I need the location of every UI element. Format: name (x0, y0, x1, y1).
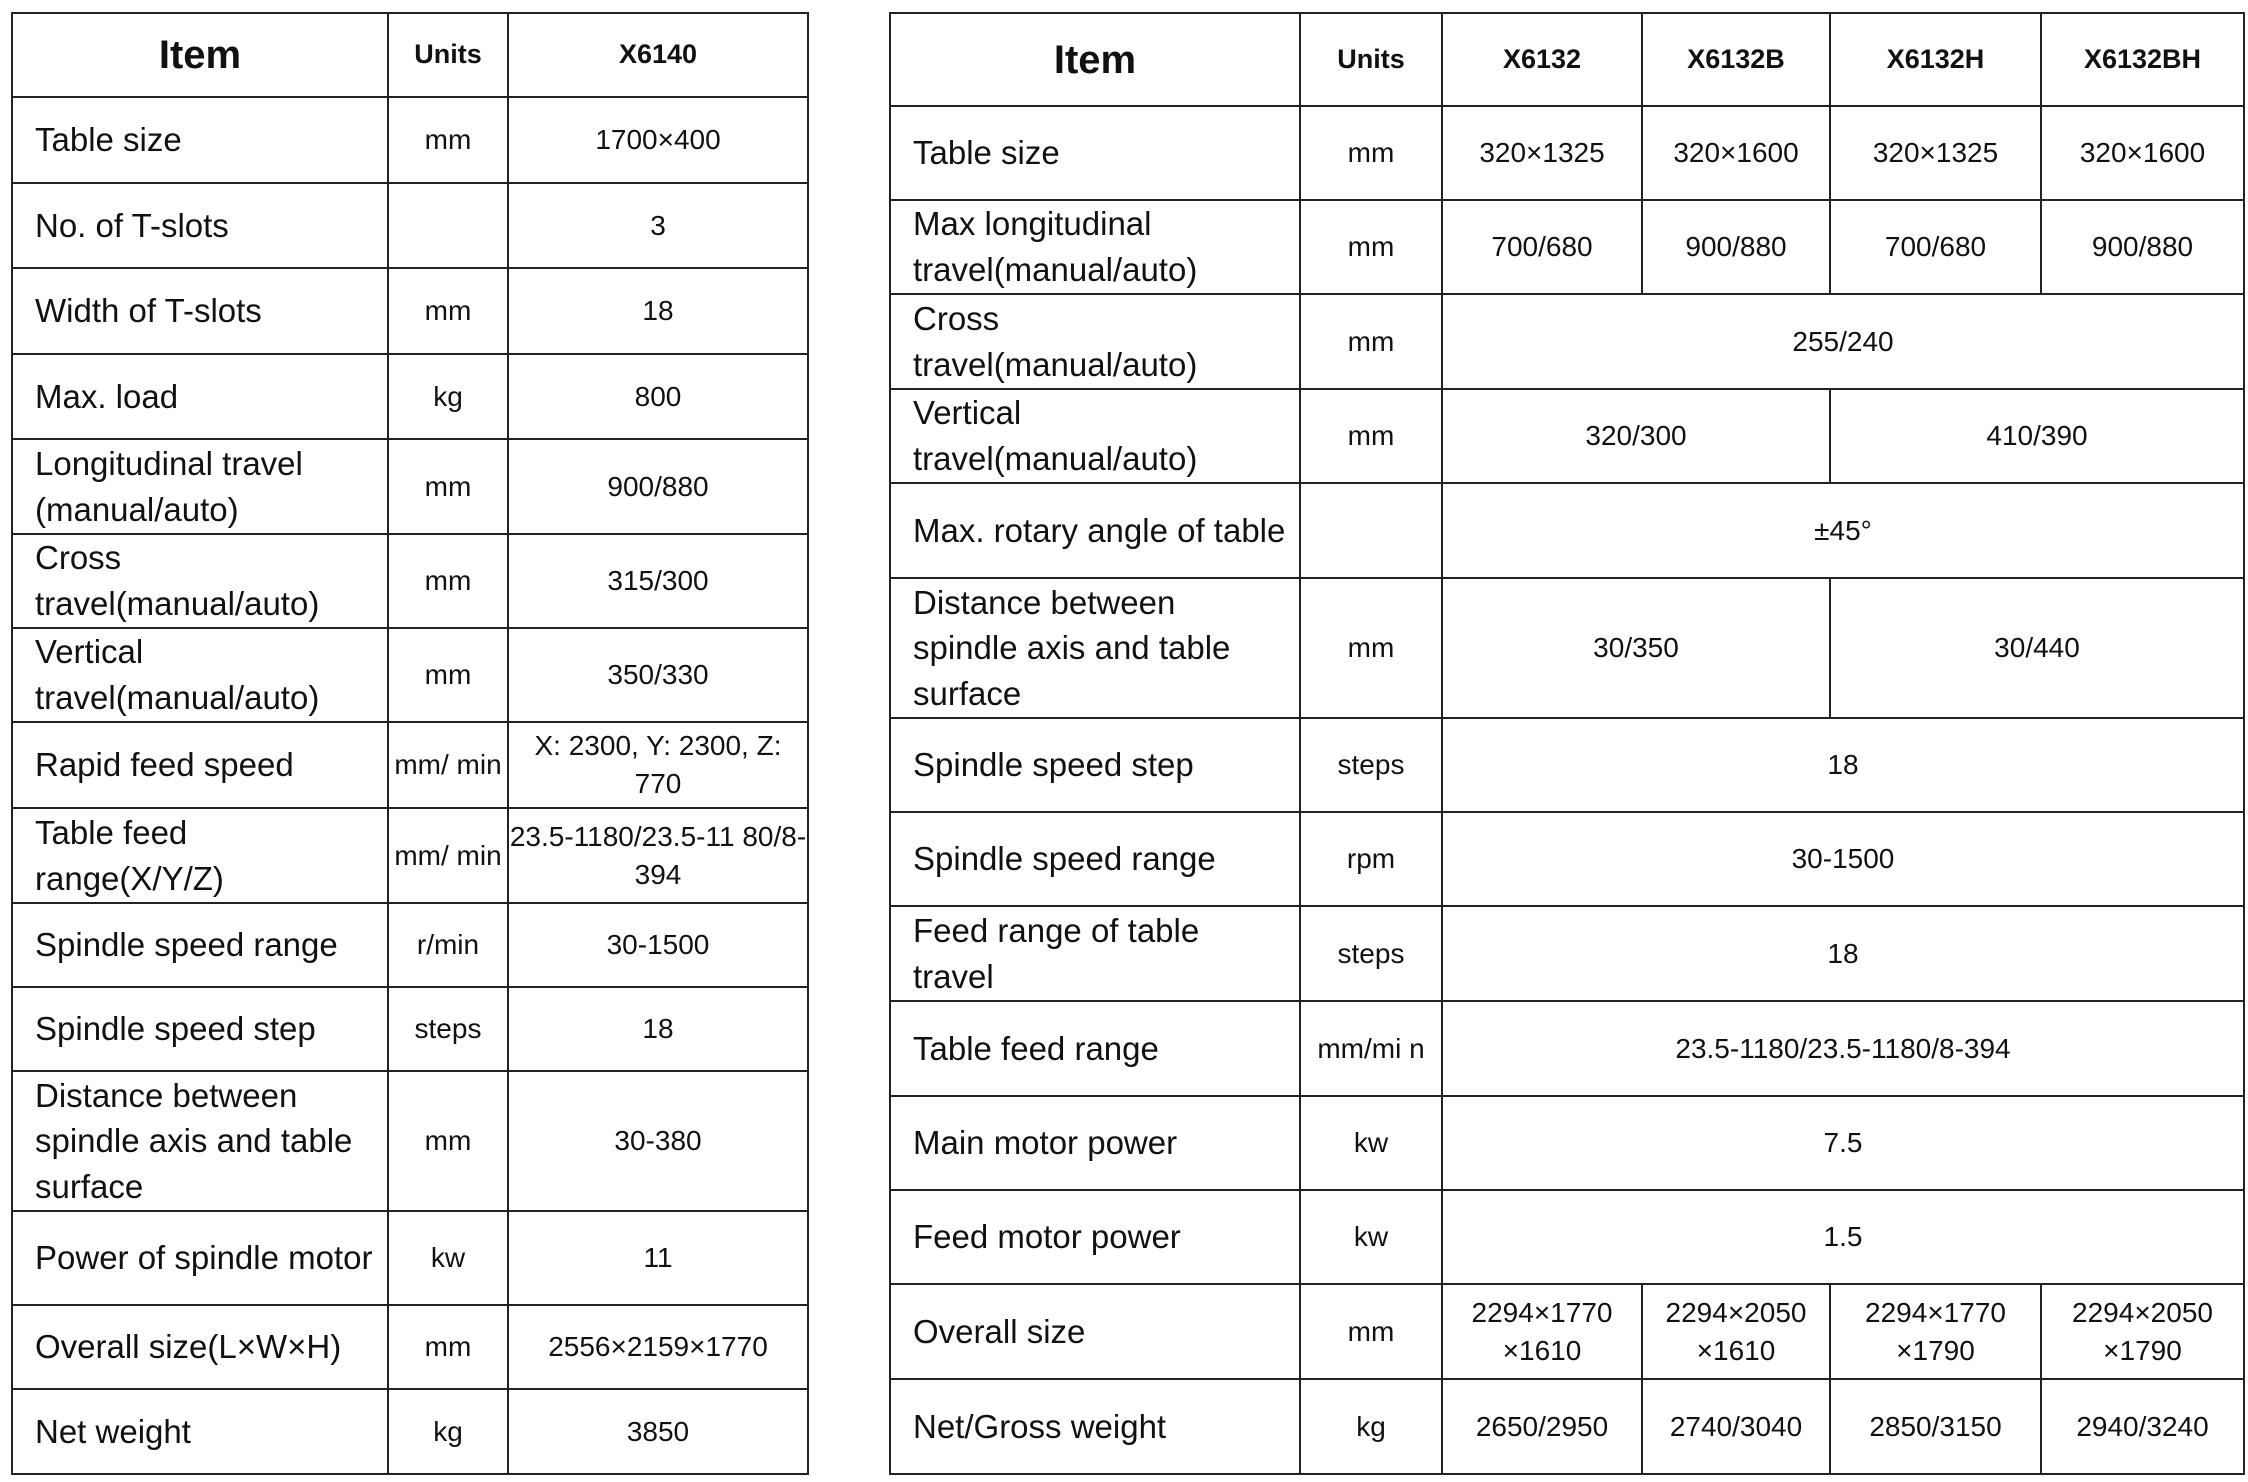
table-row (12, 1071, 808, 1211)
row-unit: mm (388, 628, 508, 722)
table-row (12, 268, 808, 354)
header-row (12, 13, 808, 97)
row-value: 2740/3040 (1642, 1379, 1830, 1474)
table-row (890, 812, 2244, 906)
row-unit: mm/ min (388, 722, 508, 808)
table-row (890, 1001, 2244, 1096)
row-value: ±45° (1442, 483, 2244, 578)
row-label: Feed motor power (890, 1190, 1300, 1284)
row-label: Table size (12, 97, 388, 183)
header-model: X6140 (508, 13, 808, 97)
header-units: Units (1300, 13, 1442, 106)
row-unit: steps (1300, 718, 1442, 812)
row-value: 320/300 (1442, 389, 1830, 483)
table-row (12, 1211, 808, 1305)
row-unit: r/min (388, 903, 508, 987)
table-row (890, 1190, 2244, 1284)
row-label: Spindle speed range (12, 903, 388, 987)
table-row (890, 200, 2244, 294)
row-label: Cross travel(manual/auto) (890, 294, 1300, 389)
table-row (12, 628, 808, 722)
row-value: 18 (1442, 906, 2244, 1001)
row-value: 320×1600 (2041, 106, 2244, 200)
row-value: 1700×400 (508, 97, 808, 183)
row-label: Distance between spindle axis and table surface (890, 578, 1300, 718)
row-unit: kg (388, 1389, 508, 1474)
row-unit: mm (1300, 200, 1442, 294)
header-item: Item (12, 13, 388, 97)
row-value: 7.5 (1442, 1096, 2244, 1190)
row-value: 3850 (508, 1389, 808, 1474)
row-unit: steps (1300, 906, 1442, 1001)
row-label: Table size (890, 106, 1300, 200)
row-label: Main motor power (890, 1096, 1300, 1190)
row-value: 30/440 (1830, 578, 2244, 718)
row-value: 2294×2050 ×1790 (2041, 1284, 2244, 1379)
row-value: 320×1600 (1642, 106, 1830, 200)
header-units: Units (388, 13, 508, 97)
table-row (12, 354, 808, 439)
table-row (890, 1096, 2244, 1190)
row-unit: mm (388, 1305, 508, 1389)
row-label: Vertical travel(manual/auto) (12, 628, 388, 722)
row-value: 18 (1442, 718, 2244, 812)
row-value: X: 2300, Y: 2300, Z: 770 (508, 722, 808, 808)
table-row (890, 106, 2244, 200)
row-value: 11 (508, 1211, 808, 1305)
row-value: 18 (508, 987, 808, 1071)
row-label: Table feed range(X/Y/Z) (12, 808, 388, 903)
row-value: 255/240 (1442, 294, 2244, 389)
row-unit (1300, 483, 1442, 578)
row-unit: kg (1300, 1379, 1442, 1474)
row-value: 320×1325 (1442, 106, 1642, 200)
table-row (12, 1305, 808, 1389)
row-value: 900/880 (2041, 200, 2244, 294)
row-value: 18 (508, 268, 808, 354)
row-label: Feed range of table travel (890, 906, 1300, 1001)
row-label: Max longitudinal travel(manual/auto) (890, 200, 1300, 294)
row-label: Vertical travel(manual/auto) (890, 389, 1300, 483)
table-row (12, 1389, 808, 1474)
row-unit: mm (388, 268, 508, 354)
row-unit: kw (1300, 1190, 1442, 1284)
row-value: 900/880 (1642, 200, 1830, 294)
row-unit: kw (1300, 1096, 1442, 1190)
row-value: 900/880 (508, 439, 808, 534)
header-row (890, 13, 2244, 106)
row-unit: rpm (1300, 812, 1442, 906)
row-label: Overall size (890, 1284, 1300, 1379)
table-row (890, 578, 2244, 718)
spec-table-x6132 (889, 12, 2245, 1475)
row-label: Distance between spindle axis and table surface (12, 1071, 388, 1211)
row-value: 2650/2950 (1442, 1379, 1642, 1474)
row-label: Net/Gross weight (890, 1379, 1300, 1474)
header-item: Item (890, 13, 1300, 106)
spec-table-x6140 (11, 12, 809, 1475)
table-row (12, 183, 808, 268)
table-row (890, 1379, 2244, 1474)
row-unit: mm (1300, 1284, 1442, 1379)
row-value: 700/680 (1830, 200, 2041, 294)
row-unit: mm (388, 97, 508, 183)
row-value: 30-1500 (1442, 812, 2244, 906)
row-value: 23.5-1180/23.5-1180/8-394 (1442, 1001, 2244, 1096)
row-unit: mm (388, 439, 508, 534)
table-row (890, 1284, 2244, 1379)
row-label: Cross travel(manual/auto) (12, 534, 388, 628)
row-unit: mm/mi n (1300, 1001, 1442, 1096)
row-unit: mm/ min (388, 808, 508, 903)
row-label: No. of T-slots (12, 183, 388, 268)
row-label: Table feed range (890, 1001, 1300, 1096)
row-label: Spindle speed step (890, 718, 1300, 812)
header-model-x6132b: X6132B (1642, 13, 1830, 106)
table-row (890, 718, 2244, 812)
row-value: 410/390 (1830, 389, 2244, 483)
row-value: 350/330 (508, 628, 808, 722)
row-value: 2294×1770 ×1610 (1442, 1284, 1642, 1379)
row-value: 2850/3150 (1830, 1379, 2041, 1474)
row-unit (388, 183, 508, 268)
table-row (12, 987, 808, 1071)
table-row (12, 722, 808, 808)
row-label: Spindle speed step (12, 987, 388, 1071)
table-row (12, 808, 808, 903)
row-unit: mm (1300, 106, 1442, 200)
table-row (890, 483, 2244, 578)
row-value: 315/300 (508, 534, 808, 628)
row-label: Spindle speed range (890, 812, 1300, 906)
row-unit: kw (388, 1211, 508, 1305)
row-label: Max. rotary angle of table (890, 483, 1300, 578)
row-value: 2556×2159×1770 (508, 1305, 808, 1389)
row-unit: steps (388, 987, 508, 1071)
row-value: 30/350 (1442, 578, 1830, 718)
row-unit: mm (388, 1071, 508, 1211)
table-row (890, 389, 2244, 483)
header-model-x6132bh: X6132BH (2041, 13, 2244, 106)
row-label: Max. load (12, 354, 388, 439)
row-value: 320×1325 (1830, 106, 2041, 200)
row-unit: mm (1300, 578, 1442, 718)
row-value: 23.5-1180/23.5-11 80/8-394 (508, 808, 808, 903)
row-value: 1.5 (1442, 1190, 2244, 1284)
row-value: 30-380 (508, 1071, 808, 1211)
row-value: 30-1500 (508, 903, 808, 987)
row-label: Overall size(L×W×H) (12, 1305, 388, 1389)
row-label: Power of spindle motor (12, 1211, 388, 1305)
table-row (12, 534, 808, 628)
row-label: Rapid feed speed (12, 722, 388, 808)
row-unit: mm (1300, 389, 1442, 483)
row-value: 2940/3240 (2041, 1379, 2244, 1474)
row-value: 2294×1770 ×1790 (1830, 1284, 2041, 1379)
row-unit: kg (388, 354, 508, 439)
row-value: 2294×2050 ×1610 (1642, 1284, 1830, 1379)
row-label: Net weight (12, 1389, 388, 1474)
table-row (890, 906, 2244, 1001)
row-unit: mm (388, 534, 508, 628)
table-row (12, 97, 808, 183)
row-value: 700/680 (1442, 200, 1642, 294)
table-row (890, 294, 2244, 389)
table-row (12, 903, 808, 987)
row-value: 3 (508, 183, 808, 268)
row-value: 800 (508, 354, 808, 439)
table-row (12, 439, 808, 534)
header-model-x6132h: X6132H (1830, 13, 2041, 106)
row-label: Longitudinal travel (manual/auto) (12, 439, 388, 534)
row-label: Width of T-slots (12, 268, 388, 354)
header-model-x6132: X6132 (1442, 13, 1642, 106)
row-unit: mm (1300, 294, 1442, 389)
